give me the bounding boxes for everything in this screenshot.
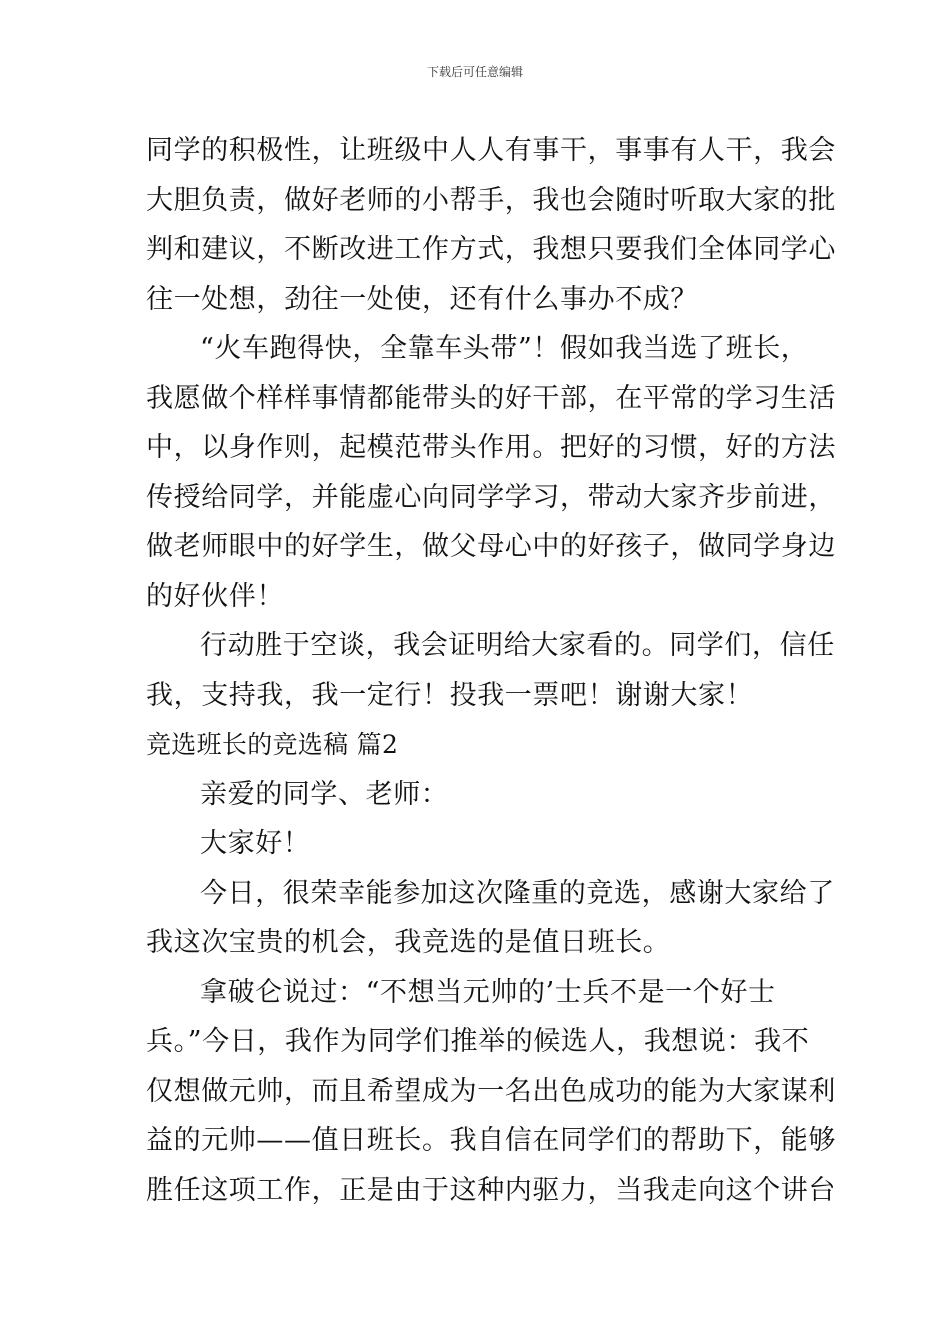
text-line: 往一处想，劲往一处使，还有什么事办不成？: [146, 283, 698, 315]
header-note: 下载后可任意编辑: [426, 65, 523, 79]
text-line: 胜任这项工作，正是由于这种内驱力，当我走向这个讲台: [146, 1174, 836, 1206]
document-body: [146, 126, 836, 1215]
section-heading: 竞选班长的竞选稿 篇2: [146, 730, 399, 759]
text-line: 我，支持我，我一定行！投我一票吧！谢谢大家！: [146, 679, 754, 711]
text-line: 判和建议，不断改进工作方式，我想只要我们全体同学心: [146, 234, 836, 265]
text-line: 我愿做个样样事情都能带头的好干部，在平常的学习生活: [146, 382, 836, 414]
salutation-line: 亲爱的同学、老师：: [200, 778, 449, 810]
text-line: 兵。”今日，我作为同学们推举的候选人，我想说：我不: [146, 1026, 810, 1057]
text-line: 今日，很荣幸能参加这次隆重的竞选，感谢大家给了: [200, 877, 835, 909]
text-line: 传授给同学，并能虚心向同学学习，带动大家齐步前进，: [146, 481, 836, 513]
text-line: 同学的积极性，让班级中人人有事干，事事有人干，我会: [146, 135, 836, 166]
text-line: 行动胜于空谈，我会证明给大家看的。同学们，信任: [200, 630, 835, 661]
text-line: “火车跑得快，全靠车头带”！假如我当选了班长，: [200, 333, 809, 364]
text-line: 的好伙伴！: [146, 580, 284, 612]
text-line: 做老师眼中的好学生，做父母心中的好孩子，做同学身边: [146, 531, 836, 562]
greeting-line: 大家好！: [200, 828, 311, 859]
text-line: 中，以身作则，起模范带头作用。把好的习惯，好的方法: [146, 432, 836, 463]
text-line: 益的元帅——值日班长。我自信在同学们的帮助下，能够: [146, 1125, 836, 1156]
text-line: 我这次宝贵的机会，我竞选的是值日班长。: [146, 927, 671, 958]
text-line: 拿破仑说过：“不想当元帅的’士兵不是一个好士: [200, 976, 776, 1008]
text-line: 大胆负责，做好老师的小帮手，我也会随时听取大家的批: [146, 184, 836, 216]
text-line: 仅想做元帅，而且希望成为一名出色成功的能为大家谋利: [146, 1075, 836, 1107]
